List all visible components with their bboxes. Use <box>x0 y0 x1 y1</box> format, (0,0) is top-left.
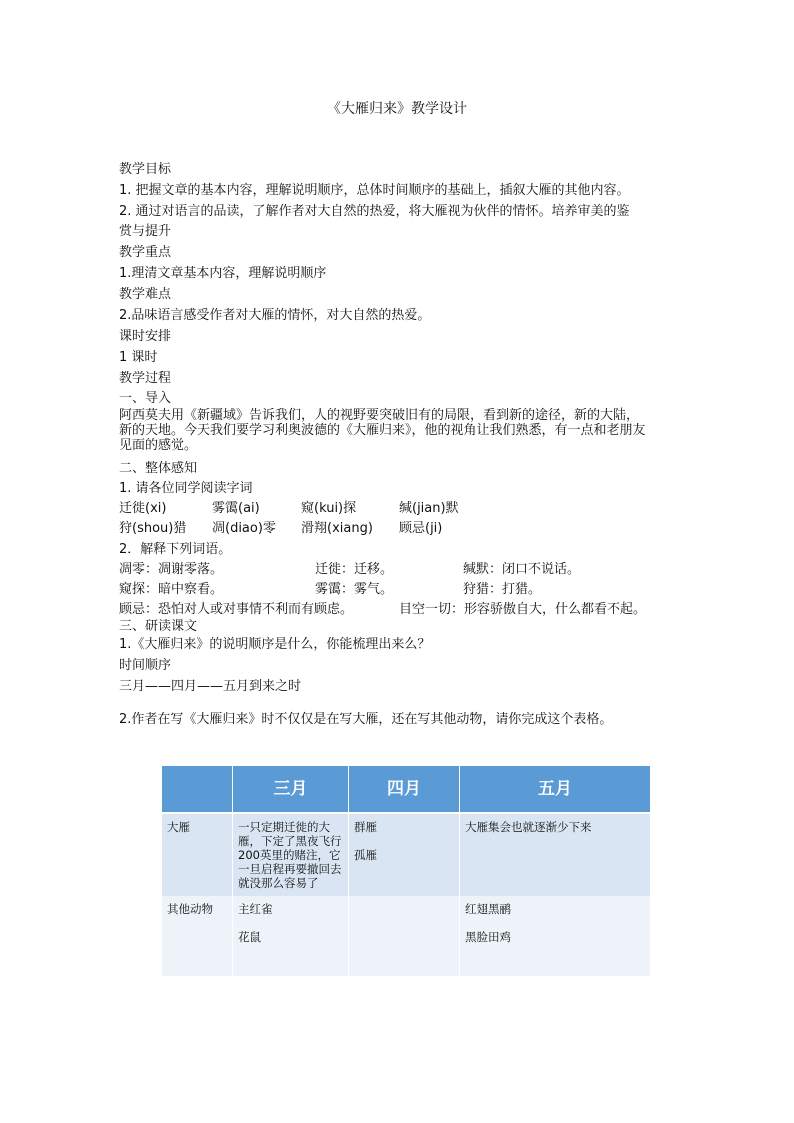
goal-item-1: 1. 把握文章的基本内容，理解说明顺序，总体时间顺序的基础上，插叙大雁的其他内容。 <box>119 183 630 198</box>
word-item: 顾忌(ji) <box>399 521 443 536</box>
difficulty-item: 2.品味语言感受作者对大雁的情怀，对大自然的热爱。 <box>119 308 431 323</box>
table-row <box>162 813 651 896</box>
word-item: 雾霭(ai) <box>212 501 260 516</box>
table-header-cell <box>162 766 233 813</box>
table-header-cell: 四月 <box>349 766 460 813</box>
table-header-cell: 三月 <box>233 766 349 813</box>
document-title: 《大雁归来》教学设计 <box>327 101 467 117</box>
word-item: 凋(diao)零 <box>212 521 276 536</box>
cell-text: 花鼠 <box>238 930 261 944</box>
goal-item-2-line-1: 2. 通过对语言的品读，了解作者对大自然的热爱，将大雁视为伙伴的情怀。培养审美的鉴 <box>119 204 630 219</box>
process-heading: 教学过程 <box>119 371 172 386</box>
cell-text: 红翅黑鹂 <box>465 902 511 916</box>
answer-1-text: 三月——四月——五月到来之时 <box>119 679 302 694</box>
intro-text: 阿西莫夫用《新疆域》告诉我们，人的视野要突破旧有的局限，看到新的途径，新的大陆，新的天地。今天我们要学习利奥波德的《大雁归来》，他的视角让我们熟悉，有一点和老朋友见面的感觉。 <box>119 408 646 453</box>
study-heading: 三、研读课文 <box>119 619 198 634</box>
word-item: 缄(jian)默 <box>399 501 459 516</box>
explain-item: 凋零：凋谢零落。 <box>119 562 224 577</box>
schedule-value: 1 课时 <box>119 350 158 365</box>
table-header-row <box>162 766 651 813</box>
intro-heading: 一、导入 <box>119 391 172 406</box>
explain-item: 目空一切：形容骄傲自大，什么都看不起。 <box>399 602 647 617</box>
explain-item: 狩猎：打猎。 <box>463 582 542 597</box>
table-cell: 其他动物 <box>162 896 233 976</box>
table-cell <box>349 813 460 896</box>
question-1: 1.《大雁归来》的说明顺序是什么，你能梳理出来么？ <box>119 637 431 652</box>
goal-item-2-line-2: 赏与提升 <box>119 224 172 239</box>
explain-item: 雾霭：雾气。 <box>315 582 394 597</box>
words-row-2 <box>119 519 499 539</box>
table-cell <box>460 896 651 976</box>
word-item: 窥(kui)探 <box>301 501 357 516</box>
table-cell <box>349 896 460 976</box>
schedule-heading: 课时安排 <box>119 329 172 344</box>
explain-item: 顾忌：恐怕对人或对事情不利而有顾虑。 <box>119 602 354 617</box>
explain-item: 窥探：暗中察看。 <box>119 582 224 597</box>
key-points-item: 1.理清文章基本内容，理解说明顺序 <box>119 266 327 281</box>
word-item: 狩(shou)猎 <box>119 521 187 536</box>
answer-1-label: 时间顺序 <box>119 658 172 673</box>
table-cell: 大雁集会也就逐渐少下来 <box>460 813 651 896</box>
word-item: 迁徙(xi) <box>119 501 167 516</box>
cell-text: 孤雁 <box>354 848 377 862</box>
explain-heading: 2．解释下列词语。 <box>119 542 232 557</box>
table-cell: 大雁 <box>162 813 233 896</box>
read-words-heading: 1. 请各位同学阅读字词 <box>119 481 253 496</box>
words-row-1 <box>119 499 499 519</box>
table-header-cell: 五月 <box>460 766 651 813</box>
cell-text: 黑脸田鸡 <box>465 930 511 944</box>
word-item: 滑翔(xiang) <box>301 521 373 536</box>
cell-text: 群雁 <box>354 820 377 834</box>
table-row <box>162 896 651 976</box>
animals-table <box>161 766 650 976</box>
explain-item: 缄默：闭口不说话。 <box>463 562 581 577</box>
explain-row-3 <box>119 600 659 620</box>
explain-item: 迁徙：迁移。 <box>315 562 394 577</box>
difficulty-heading: 教学难点 <box>119 287 172 302</box>
cell-text: 主红雀 <box>238 902 273 916</box>
explain-row-2 <box>119 580 639 600</box>
explain-row-1 <box>119 560 639 580</box>
table-cell <box>233 896 349 976</box>
table-cell: 一只定期迁徙的大雁，下定了黑夜飞行200英里的赌注，它一旦启程再要撤回去就没那么容易了 <box>233 813 349 896</box>
key-points-heading: 教学重点 <box>119 245 172 260</box>
question-2: 2.作者在写《大雁归来》时不仅仅是在写大雁，还在写其他动物，请你完成这个表格。 <box>119 712 613 727</box>
goals-heading: 教学目标 <box>119 162 172 177</box>
overall-heading: 二、整体感知 <box>119 461 198 476</box>
